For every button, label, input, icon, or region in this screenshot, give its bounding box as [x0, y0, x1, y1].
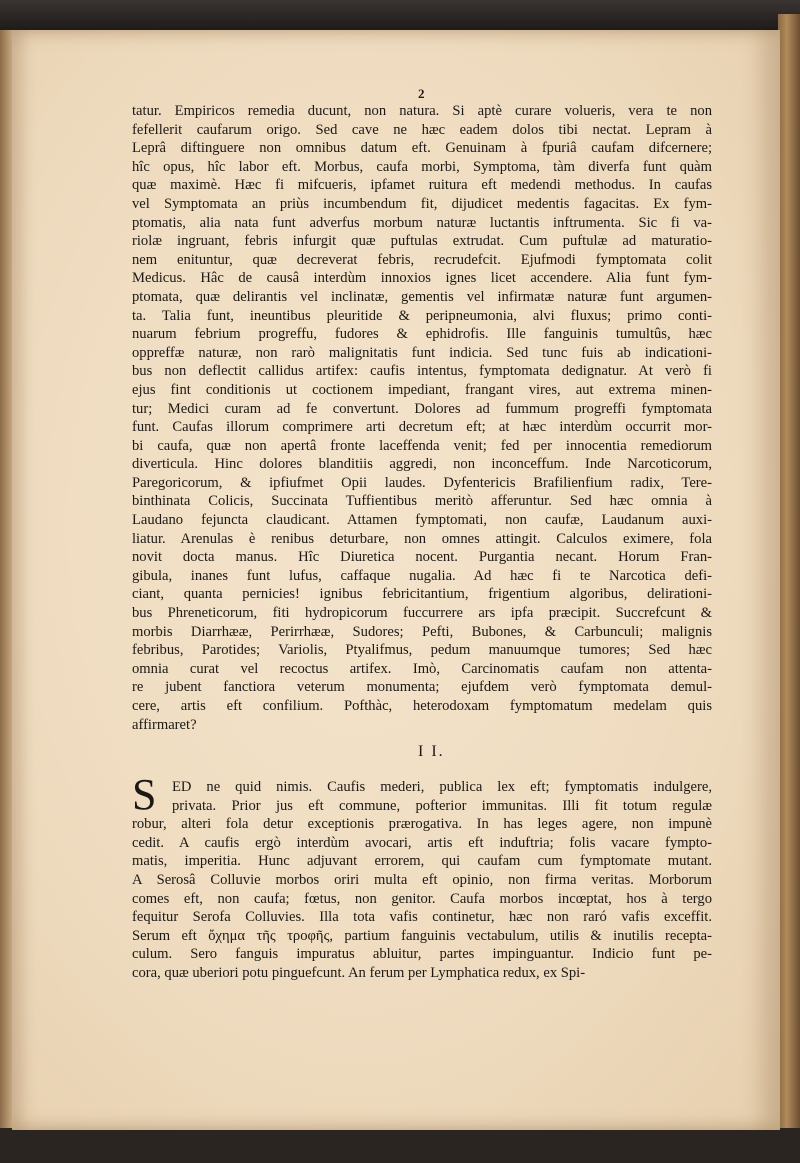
text-line: Laudano fejuncta claudicant. Attamen fymptomati, non caufæ, Laudanum auxi- [132, 512, 712, 529]
text-line: cedit. A caufis ergò interdùm avocari, artis eft induftria; folis vacare fympto- [132, 834, 712, 851]
text-line: affirmaret? [132, 716, 197, 733]
text-line: bi caufa, quæ non apertâ fronte laceffenda venit; fed per innocentia remediorum [132, 437, 712, 454]
text-line: liatur. Arenulas è renibus deturbare, non omnes attingit. Calculos eximere, fola [132, 530, 712, 547]
text-line: cere, artis eft confilium. Pofthàc, heterodoxam fymptomatum medelam quis [132, 698, 712, 714]
page-number: 2 [418, 86, 425, 101]
paragraph-2 [132, 778, 712, 983]
text-line: ciant, quanta pernicies! ignibus febricitantium, frigentium algoribus, delirationi- [132, 586, 712, 603]
text-line: febribus, Parotides; Variolis, Ptyalifmus, pedum manuumque tumores; Sed hæc [132, 642, 712, 659]
text-line: re jubent fanctiora veterum monumenta; ejufdem verò fymptomata demul- [132, 679, 712, 696]
text-line: matis, imperitia. Hunc adjuvant errorem, qui caufam cum fymptomate mutant. [132, 853, 712, 870]
text-line: robur, alteri fola detur exceptionis prærogativa. In has leges agere, non impunè [132, 816, 712, 833]
text-line: morbis Diarrhææ, Perirrhææ, Sudores; Pefti, Bubones, & Carbunculi; malignis [132, 623, 712, 640]
paragraph-1 [132, 102, 712, 734]
text-line: nuarum febrium progreffu, fudores & ephidrofis. Ille fanguinis tumultûs, hæc [132, 326, 712, 343]
drop-cap: S [132, 770, 157, 819]
text-line: ptomata, quæ delirantis vel inclinatæ, gementis vel infirmatæ naturæ funt argumen- [132, 288, 712, 305]
text-line: riolæ ingruant, febris infurgit quæ puftulas extrudat. Cum puftulæ ad maturatio- [132, 233, 712, 250]
text-line: privata. Prior jus eft commune, pofterior immunitas. Illi fit totum regulæ [172, 797, 712, 814]
text-line: tur; Medici curam ad fe convertunt. Dolores ad fummum progreffi fymptomata [132, 400, 712, 417]
text-line: fequitur Serofa Colluvies. Illa tota vafis continetur, hæc non raró vafis exceffit. [132, 909, 712, 926]
text-line: gibula, inanes funt lufus, caffaque nugalia. Ad hæc fi te Narcotica defi- [132, 567, 712, 584]
text-line: quæ maximè. Hæc fi mifcueris, ipfamet ruitura eft medendi methodus. In caufas [132, 177, 712, 194]
text-line: Paregoricorum, & ipfiufmet Opii laudes. Dyfentericis Brafilienfium radix, Tere- [132, 474, 712, 491]
text-line: bus non deflectit callidus artifex: caufis intentus, fymptomata dedignatur. At verò fi [132, 363, 712, 380]
text-line: nem enituntur, quæ decreverat febris, recrudefcit. Ejufmodi fymptomata colit [132, 251, 712, 268]
text-line: binthinata Colicis, Succinata Tuffientibus meritò afferuntur. Sed hæc omnia à [132, 493, 712, 510]
text-line: diverticula. Hinc dolores blanditiis aggredi, non inconceffum. Inde Narcoticorum, [132, 456, 712, 473]
text-line: ta. Talia funt, ineuntibus pleuritide & peripneumonia, alvi fluxus; primo conti- [132, 307, 712, 324]
text-line: cora, quæ uberiori potu pinguefcunt. An ferum per Lymphatica redux, ex Spi- [132, 964, 586, 981]
right-book-edge [778, 14, 800, 1163]
text-line: ED ne quid nimis. Caufis mederi, publica lex eft; fymptomatis indulgere, [172, 779, 712, 795]
text-line: Leprâ diftinguere non omnibus datum eft. Genuinam à fpuriâ caufam difcernere; [132, 140, 712, 157]
text-line: bus Phreneticorum, fiti hydropicorum fuccurrere ars ipfa præcipit. Succrefcunt & [132, 605, 712, 622]
text-line: comes eft, non caufa; fœtus, non genitor. Caufa morbos incœptat, hos à tergo [132, 890, 712, 907]
text-line: culum. Sero fanguis impuratus abluitur, partes impinguantur. Indicio funt pe- [132, 946, 712, 963]
top-background [0, 0, 800, 30]
section-heading: I I. [418, 743, 445, 760]
text-line: Medicus. Hâc de causâ interdùm innoxios ignes licet accendere. Alia funt fym- [132, 270, 712, 287]
text-line: funt. Caufas illorum comprimere arti decretum eft; at hæc interdùm occurrit mor- [132, 419, 712, 436]
text-line: ejus fint conditionis ut coctionem impediant, frangant vires, aut extrema minen- [132, 381, 712, 398]
bottom-background [0, 1128, 800, 1163]
text-line: hîc opus, hîc labor eft. Morbus, caufa morbi, Symptoma, tàm diverfa funt quàm [132, 158, 712, 175]
text-line: ptomatis, alia nata funt adverfus morbum naturæ luctantis inftrumenta. Sic fi va- [132, 214, 712, 231]
text-line: A Serosâ Colluvie morbos oriri multa eft opinio, non firma veritas. Morborum [132, 871, 712, 888]
text-line: Serum eft ὄχημα τῆς τροφῆς, partium fanguinis vectabulum, utilis & inutilis recepta- [132, 927, 712, 944]
text-line: fefellerit caufarum origo. Sed cave ne hæc eadem dolos tibi nectat. Lepram à [132, 121, 712, 138]
text-line: tatur. Empiricos remedia ducunt, non natura. Si aptè curare volueris, vera te non [132, 103, 712, 119]
text-line: vel Symptomata an priùs incumbendum fit, dijudicet medentis fagacitas. Ex fym- [132, 195, 712, 212]
text-line: novit docta manus. Hîc Diuretica nocent. Purgantia necant. Horum Fran- [132, 549, 712, 566]
text-line: omnia curat vel recoctus artifex. Imò, Carcinomatis caufam non attenta- [132, 660, 712, 677]
text-line: oppreffæ naturæ, non rarò malignitatis funt indicia. Sed tunc fuis ab indicationi- [132, 344, 712, 361]
